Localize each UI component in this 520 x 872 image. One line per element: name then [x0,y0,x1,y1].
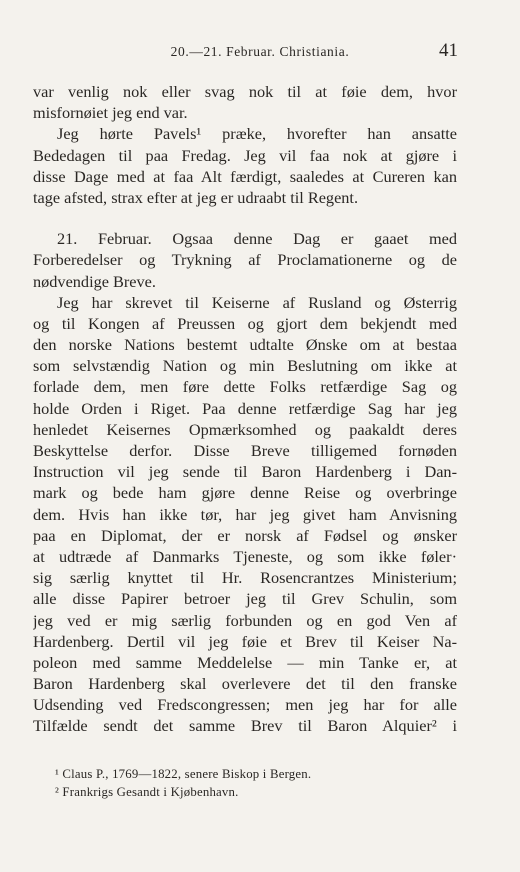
section-gap [33,208,457,228]
text-line: den norske Nations bestemt udtalte Ønske om at bestaa [33,335,457,355]
text-line: Forberedelser og Trykning af Proclamationerne og de [33,250,457,270]
text-line: misfornøiet jeg end var. [33,103,188,123]
text-line: Bededagen til paa Fredag. Jeg vil faa nok at gjøre i [33,145,457,165]
text-line: jeg ved er mig særlig forbunden og en god Ven af [33,610,457,630]
text-line: Baron Hardenberg skal overlevere det til den franske [33,674,457,694]
text-line: holde Orden i Riget. Paa denne retfærdige Sag har jeg [33,398,457,418]
text-line: sig særlig knyttet til Hr. Rosencrantzes Ministerium; [33,568,457,588]
footnote: ¹ Claus P., 1769—1822, senere Biskop i Bergen. [55,767,312,781]
footnote: ² Frankrigs Gesandt i Kjøbenhavn. [55,785,239,799]
paragraph [33,228,457,292]
running-head: 20.—21. Februar. Christiania. [170,44,350,59]
text-line: disse Dage med at faa Alt færdigt, saaledes at Cureren kan [33,166,457,186]
text-line: poleon med samme Meddelelse — min Tanke er, at [33,652,457,672]
text-line: forlade dem, men føre dette Folks retfærdige Sag og [33,377,457,397]
paragraph [33,123,457,208]
text-line: tage afsted, strax efter at jeg er udraabt til Regent. [33,187,359,207]
text-line: Jeg hørte Pavels¹ præke, hvorefter han ansatte [57,124,457,144]
text-line: henledet Keisernes Opmærksomhed og paakaldt deres [33,419,457,439]
page-header [0,40,520,64]
text-line: Beskyttelse derfor. Disse Breve tilligemed fornøden [33,441,457,460]
paragraph [33,81,457,123]
text-line: og til Kongen af Preussen og gjort dem bekjendt med [33,313,457,333]
page-number: 41 [439,40,458,61]
text-line: Jeg har skrevet til Keiserne af Rusland og Østerrig [57,292,457,312]
paragraph [33,292,457,737]
text-line: var venlig nok eller svag nok til at føie dem, hvor [33,82,457,101]
body-text [33,81,457,737]
text-line: dem. Hvis han ikke tør, har jeg givet ham Anvisning [33,504,457,524]
text-line: som selvstændig Nation og min Beslutning om ikke at [33,356,457,376]
text-line: Tilfælde sendt det samme Brev til Baron Alquier² i [33,716,457,736]
text-line: at udtræde af Danmarks Tjeneste, og som ikke føler· [33,546,457,566]
text-line: mark og bede ham gjøre denne Reise og overbringe [33,483,457,503]
text-line: alle disse Papirer betroer jeg til Grev Schulin, som [33,589,457,609]
text-line: 21. Februar. Ogsaa denne Dag er gaaet med [57,229,457,249]
text-line: Instruction vil jeg sende til Baron Hardenberg i Dan- [33,462,457,482]
text-line: nødvendige Breve. [33,271,156,291]
text-line: Udsending ved Fredscongressen; men jeg har for alle [33,695,457,715]
text-line: paa en Diplomat, der er norsk af Fødsel og ønsker [33,525,457,545]
footnotes [33,765,457,801]
text-line: Hardenberg. Dertil vil jeg føie et Brev til Keiser Na- [33,631,457,651]
